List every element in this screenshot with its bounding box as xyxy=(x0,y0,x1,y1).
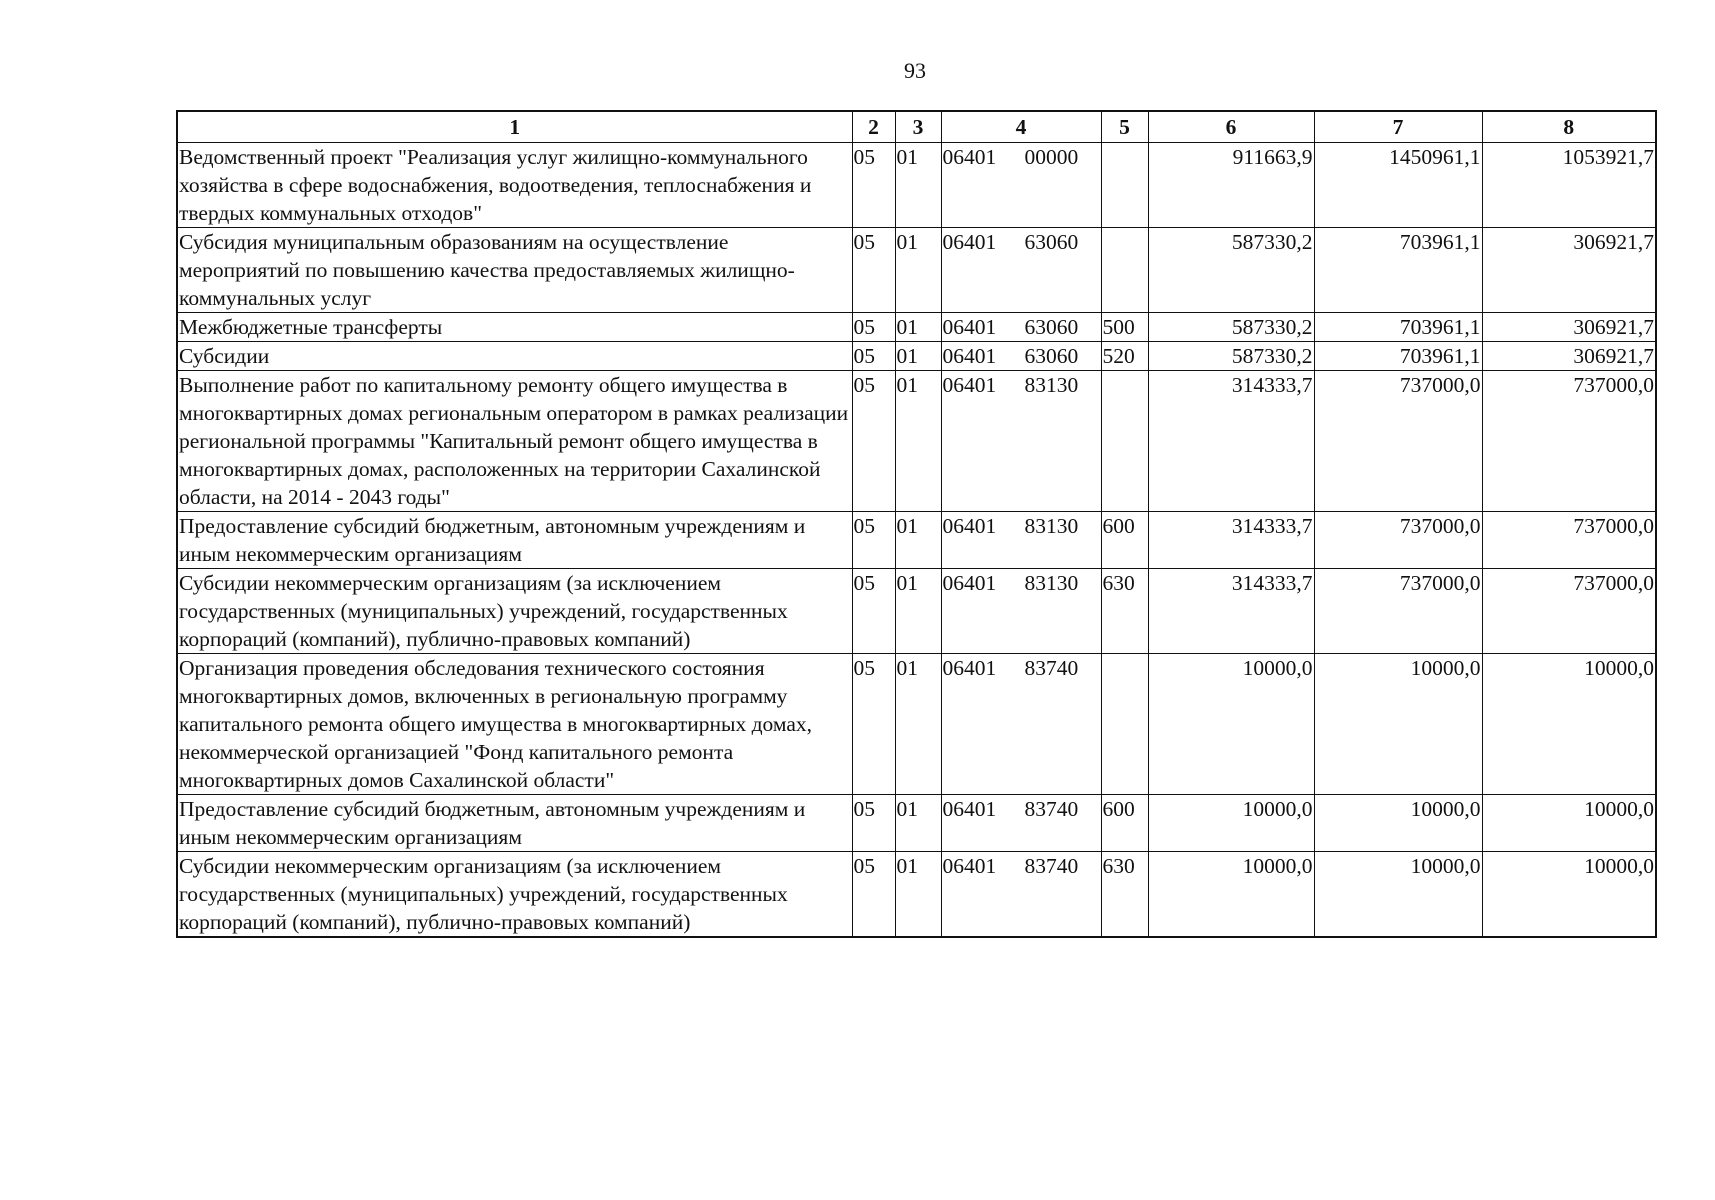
row-subsection-cell: 01 xyxy=(895,569,941,654)
row-value-7-cell: 10000,0 xyxy=(1314,795,1482,852)
row-value-7-cell: 703961,1 xyxy=(1314,228,1482,313)
row-value-8-cell: 10000,0 xyxy=(1482,795,1656,852)
row-section-cell: 05 xyxy=(852,569,895,654)
row-name-cell: Предоставление субсидий бюджетным, автономным учреждениям и иным некоммерческим организациям xyxy=(177,795,852,852)
row-name-cell: Ведомственный проект "Реализация услуг жилищно-коммунального хозяйства в сфере водоснабжения, водоотведения, теплоснабжения и твердых коммунальных отходов" xyxy=(177,143,852,228)
row-subsection-cell: 01 xyxy=(895,795,941,852)
row-name-cell: Выполнение работ по капитальному ремонту общего имущества в многоквартирных домах региональным оператором в рамках реализации региональной программы "Капитальный ремонт общего имущества в многоквартирных домах, расположенных на территории Сахалинской области, на 2014 - 2043 годы" xyxy=(177,371,852,512)
row-value-7-cell: 737000,0 xyxy=(1314,371,1482,512)
row-expense-type-cell xyxy=(1101,228,1148,313)
row-value-6-cell: 10000,0 xyxy=(1148,795,1314,852)
table-row xyxy=(177,795,1656,852)
row-value-7-cell: 1450961,1 xyxy=(1314,143,1482,228)
row-expense-type-cell xyxy=(1101,654,1148,795)
target-code-part-2: 83740 xyxy=(1024,854,1079,878)
target-code-part-1: 06401 xyxy=(942,854,997,878)
row-target-code-cell xyxy=(941,569,1101,654)
row-section-cell: 05 xyxy=(852,795,895,852)
target-code-part-1: 06401 xyxy=(942,145,997,169)
column-header: 2 xyxy=(852,111,895,143)
row-name-cell: Субсидии некоммерческим организациям (за исключением государственных (муниципальных) учреждений, государственных корпораций (компаний), публично-правовых компаний) xyxy=(177,852,852,938)
row-value-8-cell: 306921,7 xyxy=(1482,228,1656,313)
row-name-cell: Субсидии xyxy=(177,342,852,371)
column-header: 1 xyxy=(177,111,852,143)
table-row xyxy=(177,512,1656,569)
target-code-part-2: 83130 xyxy=(1024,571,1079,595)
row-value-7-cell: 10000,0 xyxy=(1314,654,1482,795)
row-value-8-cell: 10000,0 xyxy=(1482,654,1656,795)
target-code-part-2: 83130 xyxy=(1024,373,1079,397)
row-expense-type-cell xyxy=(1101,143,1148,228)
row-expense-type-cell: 500 xyxy=(1101,313,1148,342)
row-section-cell: 05 xyxy=(852,852,895,938)
row-value-6-cell: 314333,7 xyxy=(1148,512,1314,569)
target-code-part-2: 63060 xyxy=(1024,344,1079,368)
row-section-cell: 05 xyxy=(852,654,895,795)
page-number: 93 xyxy=(904,58,926,83)
target-code-part-2: 83740 xyxy=(1024,797,1079,821)
table-row xyxy=(177,143,1656,228)
row-section-cell: 05 xyxy=(852,313,895,342)
row-value-6-cell: 10000,0 xyxy=(1148,852,1314,938)
target-code-part-1: 06401 xyxy=(942,373,997,397)
table-row xyxy=(177,228,1656,313)
row-value-6-cell: 587330,2 xyxy=(1148,313,1314,342)
row-value-7-cell: 737000,0 xyxy=(1314,569,1482,654)
target-code-part-1: 06401 xyxy=(942,514,997,538)
row-section-cell: 05 xyxy=(852,228,895,313)
row-value-6-cell: 314333,7 xyxy=(1148,371,1314,512)
table-row xyxy=(177,342,1656,371)
row-value-6-cell: 314333,7 xyxy=(1148,569,1314,654)
row-target-code-cell xyxy=(941,654,1101,795)
column-header: 8 xyxy=(1482,111,1656,143)
row-target-code-cell xyxy=(941,512,1101,569)
target-code-part-2: 00000 xyxy=(1024,145,1079,169)
row-value-8-cell: 737000,0 xyxy=(1482,569,1656,654)
row-subsection-cell: 01 xyxy=(895,313,941,342)
target-code-part-2: 63060 xyxy=(1024,315,1079,339)
row-target-code-cell xyxy=(941,371,1101,512)
row-section-cell: 05 xyxy=(852,143,895,228)
target-code-part-1: 06401 xyxy=(942,315,997,339)
row-subsection-cell: 01 xyxy=(895,228,941,313)
row-expense-type-cell: 520 xyxy=(1101,342,1148,371)
budget-table xyxy=(176,110,1657,938)
row-value-7-cell: 737000,0 xyxy=(1314,512,1482,569)
row-section-cell: 05 xyxy=(852,342,895,371)
table-row xyxy=(177,371,1656,512)
row-name-cell: Субсидии некоммерческим организациям (за исключением государственных (муниципальных) учреждений, государственных корпораций (компаний), публично-правовых компаний) xyxy=(177,569,852,654)
row-expense-type-cell xyxy=(1101,371,1148,512)
row-target-code-cell xyxy=(941,342,1101,371)
row-value-6-cell: 587330,2 xyxy=(1148,342,1314,371)
table-row xyxy=(177,852,1656,938)
column-header: 5 xyxy=(1101,111,1148,143)
target-code-part-2: 83740 xyxy=(1024,656,1079,680)
row-name-cell: Предоставление субсидий бюджетным, автономным учреждениям и иным некоммерческим организациям xyxy=(177,512,852,569)
row-name-cell: Межбюджетные трансферты xyxy=(177,313,852,342)
target-code-part-1: 06401 xyxy=(942,230,997,254)
row-name-cell: Организация проведения обследования технического состояния многоквартирных домов, включенных в региональную программу капитального ремонта общего имущества в многоквартирных домах, некоммерческой организацией "Фонд капитального ремонта многоквартирных домов Сахалинской области" xyxy=(177,654,852,795)
row-value-8-cell: 737000,0 xyxy=(1482,512,1656,569)
table-row xyxy=(177,313,1656,342)
row-target-code-cell xyxy=(941,143,1101,228)
row-expense-type-cell: 600 xyxy=(1101,512,1148,569)
row-section-cell: 05 xyxy=(852,512,895,569)
table-row xyxy=(177,654,1656,795)
row-value-8-cell: 306921,7 xyxy=(1482,313,1656,342)
row-expense-type-cell: 630 xyxy=(1101,852,1148,938)
row-subsection-cell: 01 xyxy=(895,512,941,569)
target-code-part-1: 06401 xyxy=(942,571,997,595)
row-value-7-cell: 703961,1 xyxy=(1314,313,1482,342)
target-code-part-2: 63060 xyxy=(1024,230,1079,254)
row-value-8-cell: 306921,7 xyxy=(1482,342,1656,371)
row-target-code-cell xyxy=(941,228,1101,313)
row-expense-type-cell: 600 xyxy=(1101,795,1148,852)
column-header: 3 xyxy=(895,111,941,143)
column-header: 4 xyxy=(941,111,1101,143)
row-value-6-cell: 911663,9 xyxy=(1148,143,1314,228)
row-value-6-cell: 587330,2 xyxy=(1148,228,1314,313)
row-subsection-cell: 01 xyxy=(895,143,941,228)
row-value-8-cell: 737000,0 xyxy=(1482,371,1656,512)
row-subsection-cell: 01 xyxy=(895,342,941,371)
column-header: 6 xyxy=(1148,111,1314,143)
row-value-7-cell: 703961,1 xyxy=(1314,342,1482,371)
row-section-cell: 05 xyxy=(852,371,895,512)
table-row xyxy=(177,569,1656,654)
row-subsection-cell: 01 xyxy=(895,852,941,938)
target-code-part-1: 06401 xyxy=(942,797,997,821)
header-row xyxy=(177,111,1656,143)
row-value-8-cell: 1053921,7 xyxy=(1482,143,1656,228)
target-code-part-1: 06401 xyxy=(942,656,997,680)
row-value-7-cell: 10000,0 xyxy=(1314,852,1482,938)
row-target-code-cell xyxy=(941,795,1101,852)
target-code-part-2: 83130 xyxy=(1024,514,1079,538)
target-code-part-1: 06401 xyxy=(942,344,997,368)
row-target-code-cell xyxy=(941,313,1101,342)
row-name-cell: Субсидия муниципальным образованиям на осуществление мероприятий по повышению качества предоставляемых жилищно-коммунальных услуг xyxy=(177,228,852,313)
row-value-8-cell: 10000,0 xyxy=(1482,852,1656,938)
row-subsection-cell: 01 xyxy=(895,654,941,795)
row-value-6-cell: 10000,0 xyxy=(1148,654,1314,795)
row-subsection-cell: 01 xyxy=(895,371,941,512)
row-expense-type-cell: 630 xyxy=(1101,569,1148,654)
row-target-code-cell xyxy=(941,852,1101,938)
column-header: 7 xyxy=(1314,111,1482,143)
